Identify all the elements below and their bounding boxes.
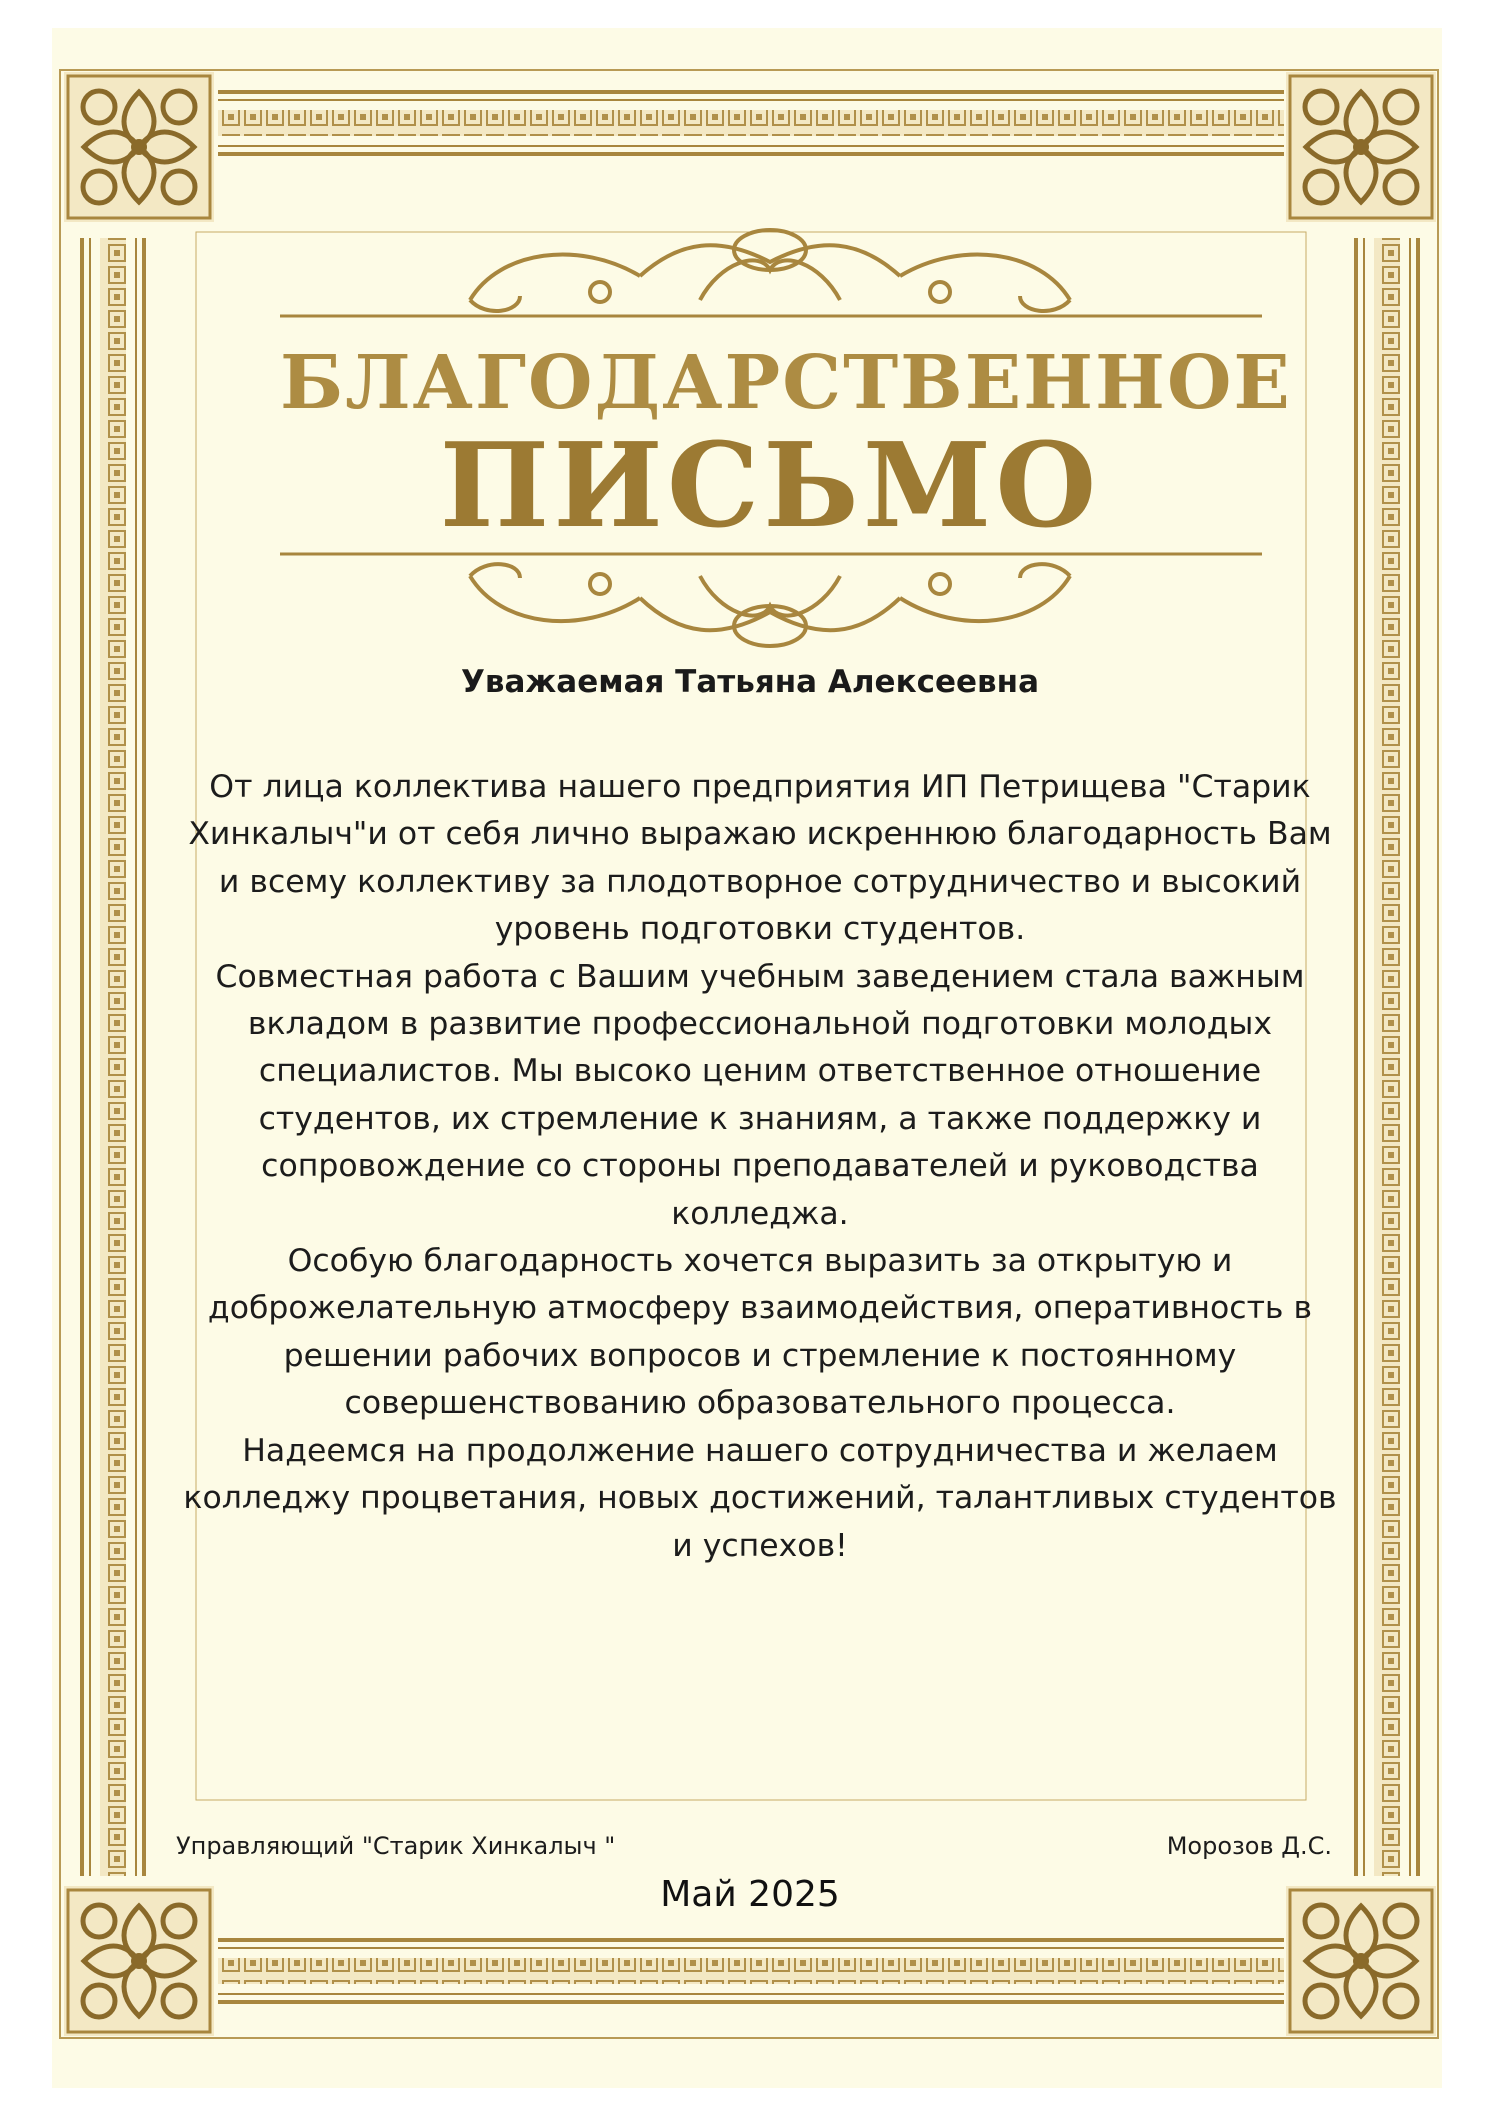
bottom-flourish [280, 554, 1262, 646]
corner-ornament-top-left [64, 72, 214, 222]
corner-ornament-bottom-left [64, 1886, 214, 2036]
top-flourish [280, 230, 1262, 316]
letter-date: Май 2025 [660, 1874, 840, 1915]
body-paragraph: Надеемся на продолжение нашего сотрудничества и желаем колледжу процветания, новых достижений, талантливых студентов и успехов! [183, 1432, 1337, 1564]
corner-ornament-bottom-right [1286, 1886, 1436, 2036]
title-line-1: БЛАГОДАРСТВЕННОЕ [280, 340, 1292, 426]
corner-ornament-top-right [1286, 72, 1436, 222]
body-paragraph: Особую благодарность хочется выразить за открытую и доброжелательную атмосферу взаимодействия, оперативность в решении рабочих вопросов и стремление к постоянному совершенствованию образовательного процесса. [207, 1243, 1313, 1422]
signature-position: Управляющий "Старик Хинкалыч " [176, 1832, 616, 1860]
body-paragraph: Совместная работа с Вашим учебным заведением стала важным вкладом в развитие профессиональной подготовки молодых специалистов. Мы высоко ценим ответственное отношение студентов, их стремление к знаниям, а также поддержку и сопровождение со стороны преподавателей и руководства колледжа. [215, 958, 1305, 1232]
bottom-band [218, 1940, 1284, 2002]
body-paragraph: От лица коллектива нашего предприятия ИП Петрищева "Старик Хинкалыч"и от себя лично выражаю искреннюю благодарность Вам и всему коллективу за плодотворное сотрудничество и высокий уровень подготовки студентов. [188, 769, 1332, 948]
letter-body [180, 764, 1340, 1570]
right-band [1356, 238, 1418, 1876]
left-band [82, 238, 144, 1876]
top-band [218, 92, 1284, 154]
title-line-2: ПИСЬМО [439, 418, 1101, 554]
salutation: Уважаемая Татьяна Алексеевна [461, 664, 1039, 700]
signature-name: Морозов Д.С. [1166, 1832, 1332, 1860]
